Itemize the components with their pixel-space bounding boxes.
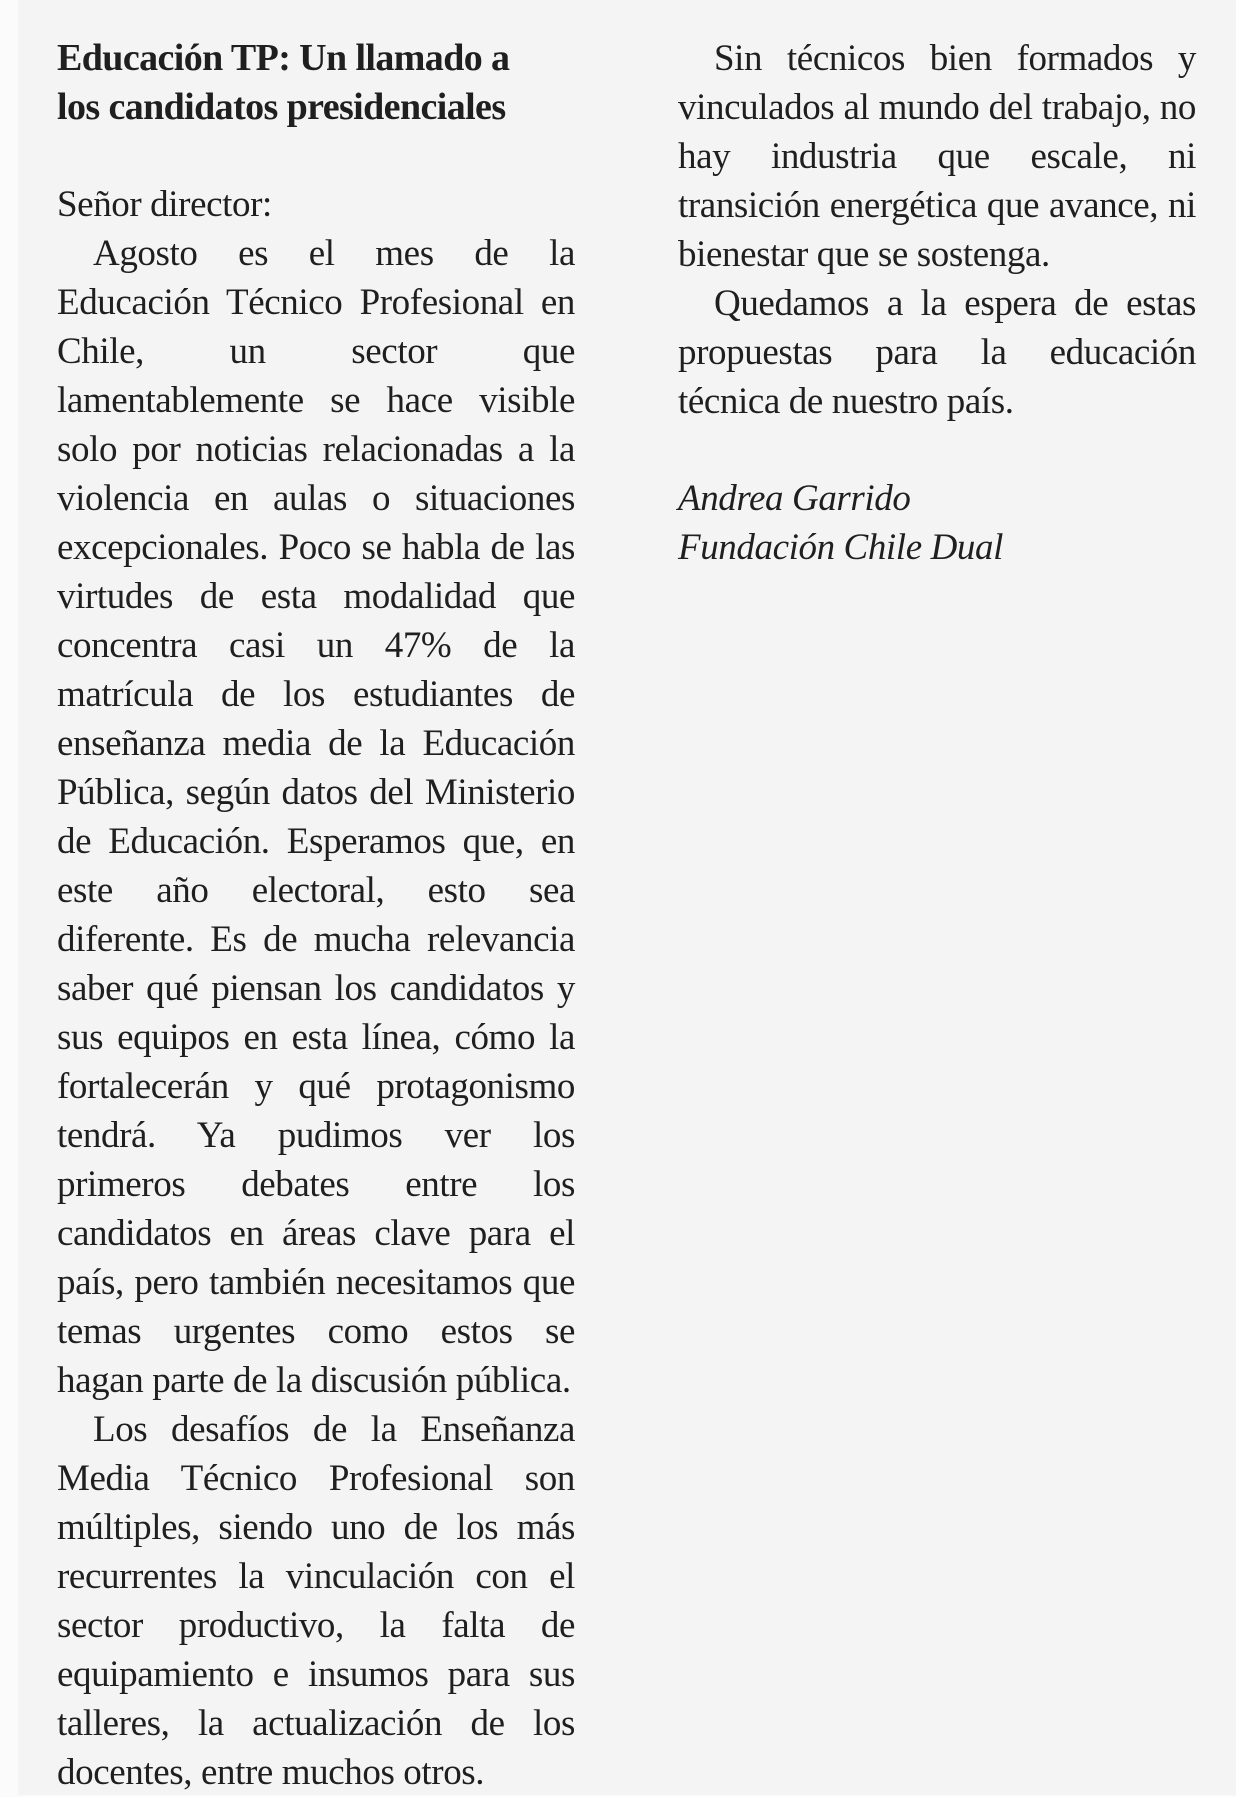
- body-paragraph-2: Los desafíos de la Enseñanza Media Técnico Profesional son múltiples, siendo uno de los más recurrentes la vinculación con el sector productivo, la falta de equipamiento e insumos para sus talleres, la actualización de los docentes, entre muchos otros.: [57, 1409, 575, 1793]
- right-column: [678, 34, 1196, 572]
- body-paragraph-1: Agosto es el mes de la Educación Técnico Profesional en Chile, un sector que lamentablemente se hace visible solo por noticias relacionadas a la violencia en aulas o situaciones excepcionales. Poco se habla de las virtudes de esta modalidad que concentra casi un 47% de la matrícula de los estudiantes de enseñanza media de la Educación Pública, según datos del Ministerio de Educación. Esperamos que, en este año electoral, esto sea diferente. Es de mucha relevancia saber qué piensan los candidatos y sus equipos en esta línea, cómo la fortalecerán y qué protagonismo tendrá. Ya pudimos ver los primeros debates entre los candidatos en áreas clave para el país, pero también necesitamos que temas urgentes como estos se hagan parte de la discusión pública.: [57, 233, 575, 1401]
- body-paragraph-3: Sin técnicos bien formados y vinculados al mundo del trabajo, no hay industria que escale, ni transición energética que avance, ni bienestar que se sostenga.: [678, 38, 1196, 275]
- signature-block: [678, 474, 1196, 572]
- left-column: [57, 34, 575, 1797]
- signature-organization: Fundación Chile Dual: [678, 527, 1003, 568]
- body-paragraph-4: Quedamos a la espera de estas propuestas para la educación técnica de nuestro país.: [678, 283, 1196, 422]
- salutation: Señor director:: [57, 184, 272, 225]
- signature-name: Andrea Garrido: [678, 478, 911, 519]
- headline: Educación TP: Un llamado a los candidatos presidenciales: [57, 37, 510, 128]
